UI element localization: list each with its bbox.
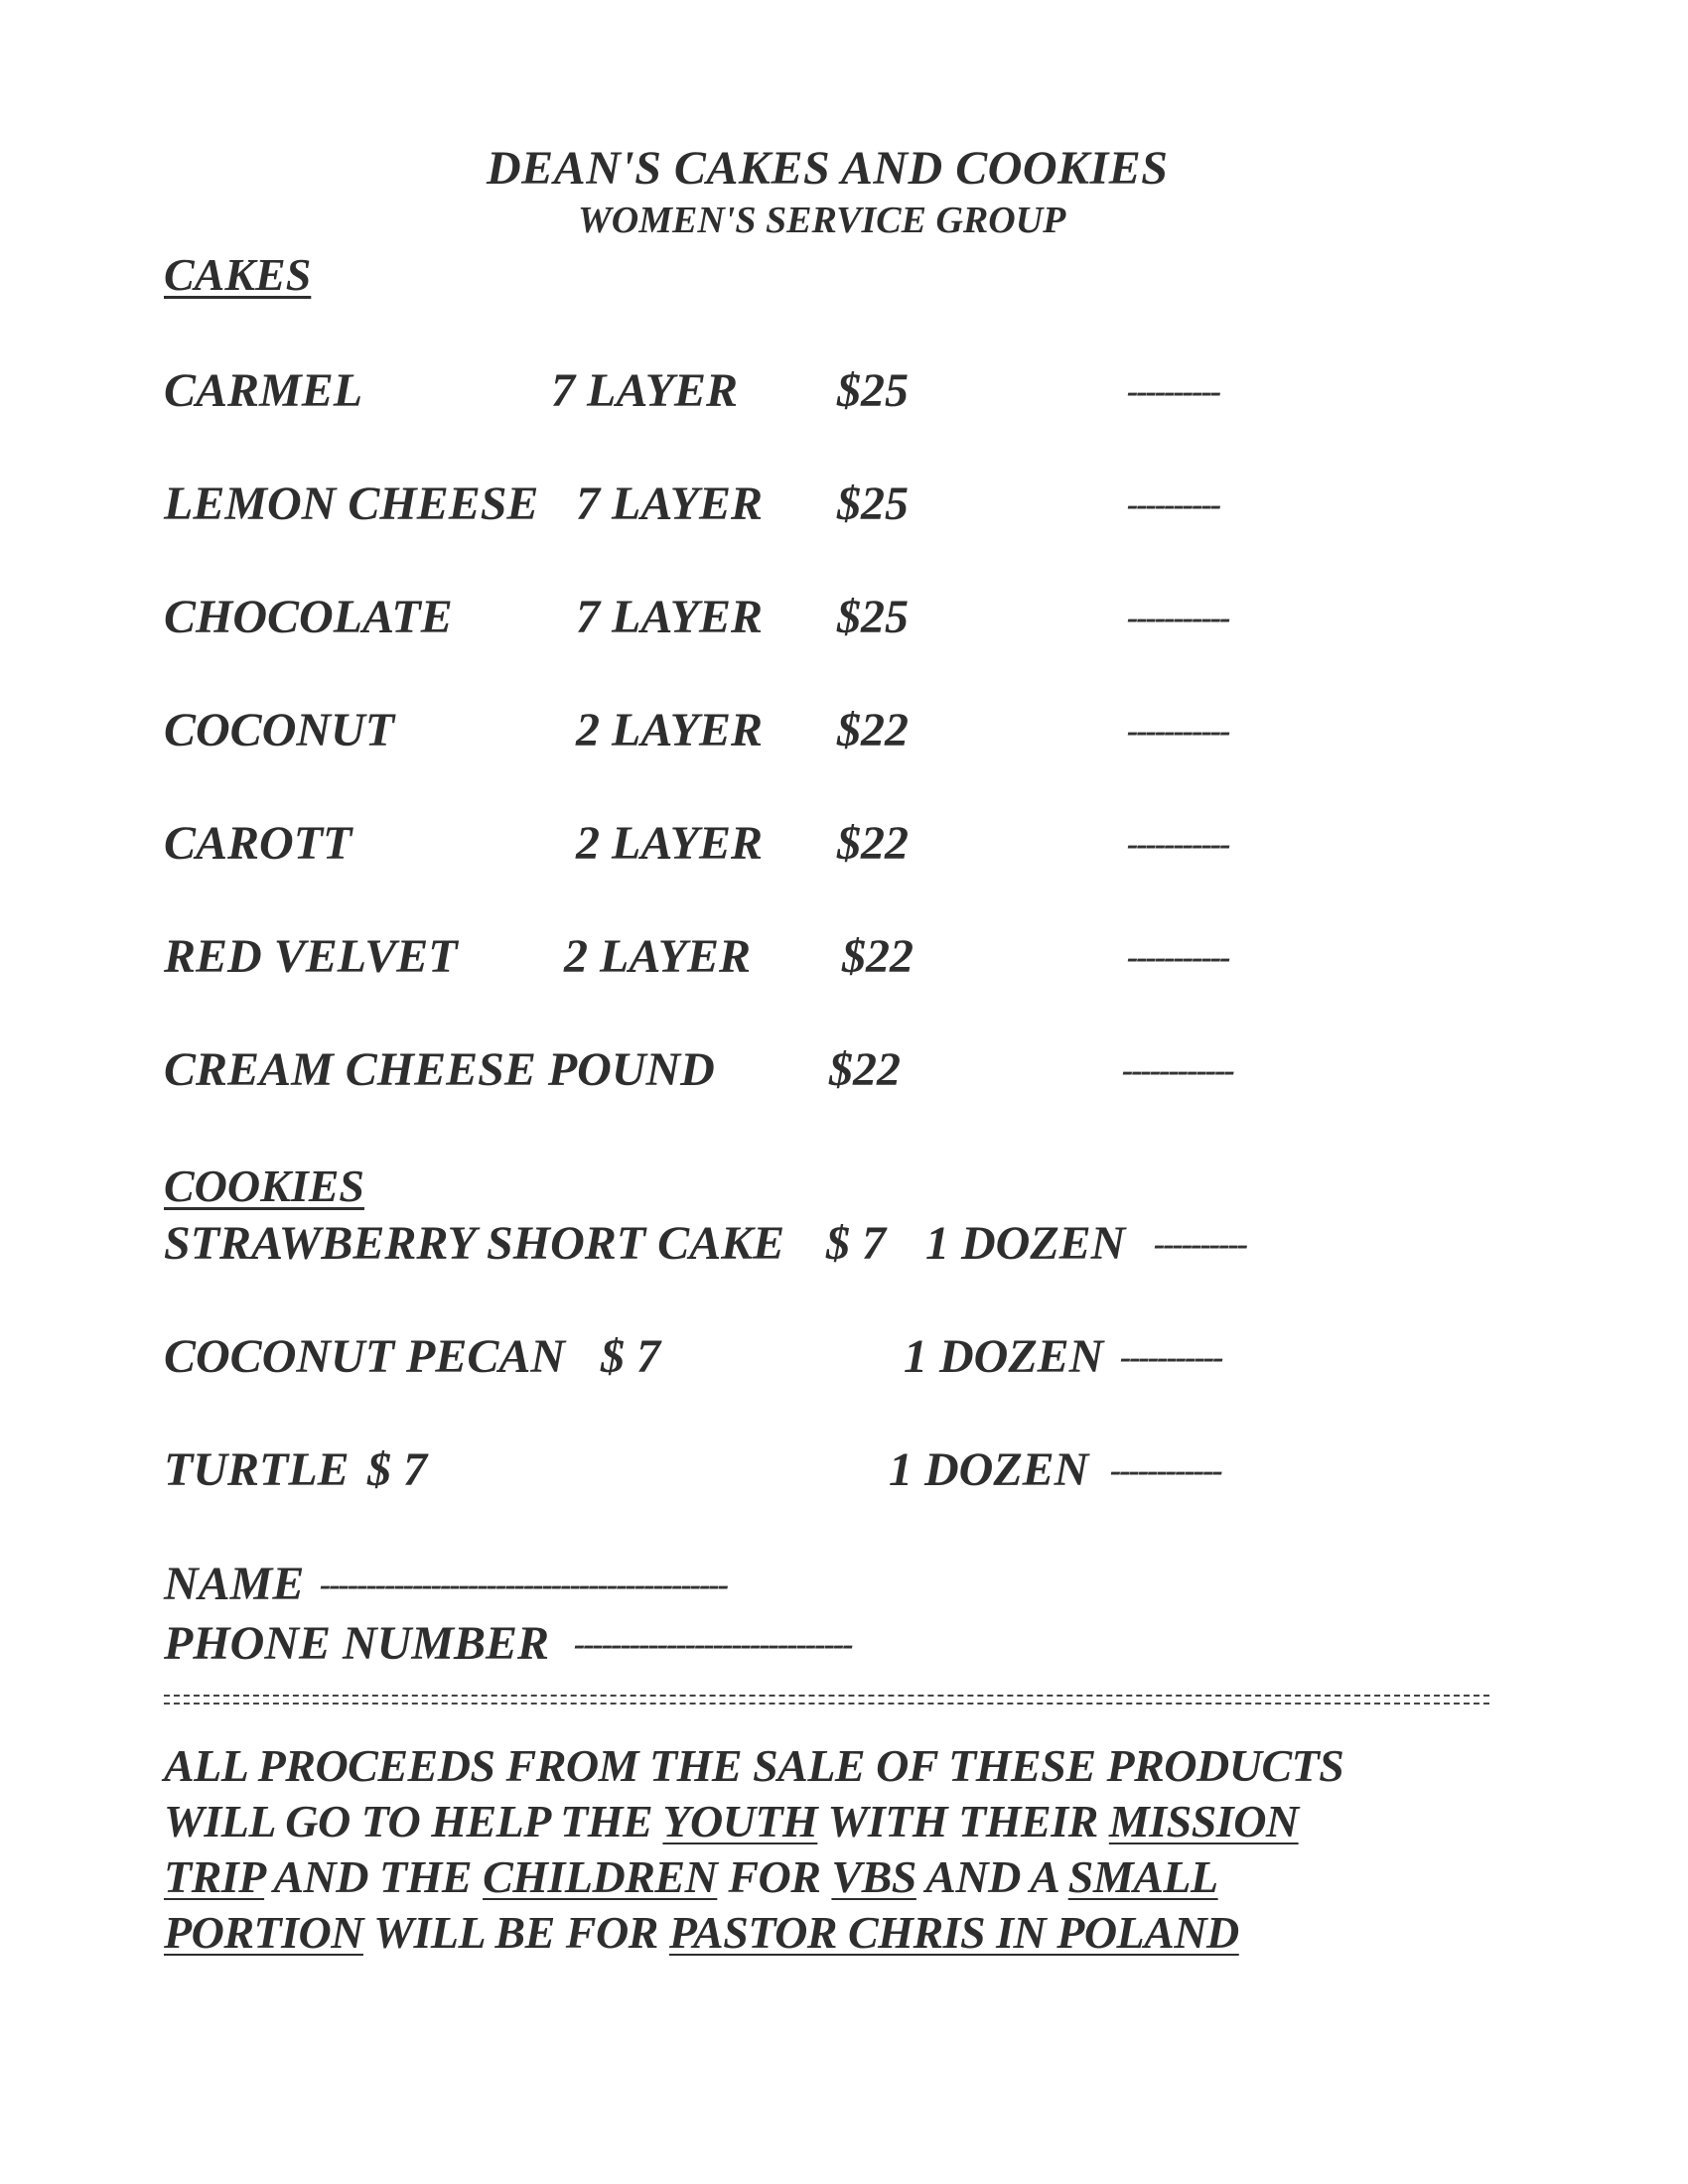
cake-name: CHOCOLATE	[164, 591, 453, 643]
cake-name: LEMON CHEESE	[164, 478, 539, 530]
cookie-quantity-blank[interactable]: ----------	[1154, 1226, 1247, 1263]
children-underlined: CHILDREN	[483, 1851, 718, 1902]
statement-text: AND A	[915, 1851, 1068, 1902]
cake-name: CAROTT	[164, 817, 352, 870]
statement-line-2	[164, 1795, 1299, 1847]
mission-underlined: MISSION	[1108, 1796, 1299, 1846]
pastor-underlined: PASTOR CHRIS IN POLAND	[668, 1907, 1239, 1958]
cookie-price: $ 7	[601, 1330, 660, 1383]
cookie-name: COCONUT PECAN	[164, 1330, 566, 1383]
cake-price: $25	[837, 364, 909, 417]
cookie-quantity: 1 DOZEN	[904, 1330, 1104, 1383]
cookie-name: STRAWBERRY SHORT CAKE	[164, 1217, 785, 1270]
statement-line-4	[164, 1906, 1239, 1959]
cake-layers: 2 LAYER	[576, 704, 764, 756]
statement-text: AND THE	[264, 1851, 484, 1902]
statement-text: ALL PROCEEDS FROM THE SALE OF THESE PRODUCTS	[164, 1740, 1344, 1791]
cake-price: $25	[837, 478, 909, 530]
page-title: DEAN'S CAKES AND COOKIES	[487, 142, 1169, 195]
statement-text: WITH THEIR	[817, 1796, 1109, 1846]
cookie-price: $ 7	[367, 1443, 427, 1496]
portion-underlined: PORTION	[164, 1907, 363, 1958]
phone-label: PHONE NUMBER	[164, 1617, 550, 1670]
cake-price: $25	[837, 591, 909, 643]
cake-name: RED VELVET	[164, 930, 458, 983]
cake-layers: 7 LAYER	[551, 364, 739, 417]
cookie-name: TURTLE	[164, 1443, 350, 1496]
statement-text: FOR	[717, 1851, 832, 1902]
cookie-price: $ 7	[826, 1217, 886, 1270]
statement-text: WILL GO TO HELP THE	[164, 1796, 663, 1846]
statement-line-3	[164, 1850, 1218, 1903]
name-label: NAME	[164, 1558, 305, 1610]
cake-layers: 2 LAYER	[564, 930, 752, 983]
vbs-underlined: VBS	[831, 1851, 916, 1902]
cookie-quantity-blank[interactable]: -----------	[1120, 1339, 1222, 1376]
statement-line-1	[164, 1739, 1343, 1792]
cake-quantity-blank[interactable]: ------------	[1122, 1052, 1233, 1089]
cookies-heading: COOKIES	[164, 1160, 364, 1211]
cake-quantity-blank[interactable]: -----------	[1127, 713, 1229, 750]
cookie-quantity: 1 DOZEN	[925, 1217, 1126, 1270]
phone-blank[interactable]: ------------------------------	[574, 1626, 852, 1663]
youth-underlined: YOUTH	[662, 1796, 818, 1846]
cake-price: $22	[837, 817, 909, 870]
cake-quantity-blank[interactable]: -----------	[1127, 600, 1229, 636]
statement-text: WILL BE FOR	[362, 1907, 669, 1958]
cake-quantity-blank[interactable]: ----------	[1127, 373, 1220, 410]
name-blank[interactable]: --------------------------------------------	[320, 1567, 728, 1603]
trip-underlined: TRIP	[164, 1851, 265, 1902]
cake-quantity-blank[interactable]: -----------	[1127, 939, 1229, 976]
cake-layers: 7 LAYER	[576, 591, 764, 643]
cake-quantity-blank[interactable]: -----------	[1127, 826, 1229, 863]
page-subtitle: WOMEN'S SERVICE GROUP	[578, 200, 1066, 241]
small-underlined: SMALL	[1067, 1851, 1218, 1902]
cake-layers: 2 LAYER	[576, 817, 764, 870]
divider-top	[164, 1695, 1489, 1697]
cake-price: $22	[837, 704, 909, 756]
cookie-quantity-blank[interactable]: ------------	[1110, 1452, 1221, 1489]
cookie-quantity: 1 DOZEN	[889, 1443, 1089, 1496]
cake-name: CARMEL	[164, 364, 363, 417]
cakes-heading: CAKES	[164, 249, 312, 300]
cake-price: $22	[842, 930, 914, 983]
cake-name: COCONUT	[164, 704, 395, 756]
cake-layers: 7 LAYER	[576, 478, 764, 530]
cake-name: CREAM CHEESE POUND	[164, 1043, 715, 1096]
cake-quantity-blank[interactable]: ----------	[1127, 486, 1220, 523]
divider-bottom	[164, 1703, 1489, 1705]
cake-price: $22	[829, 1043, 901, 1096]
